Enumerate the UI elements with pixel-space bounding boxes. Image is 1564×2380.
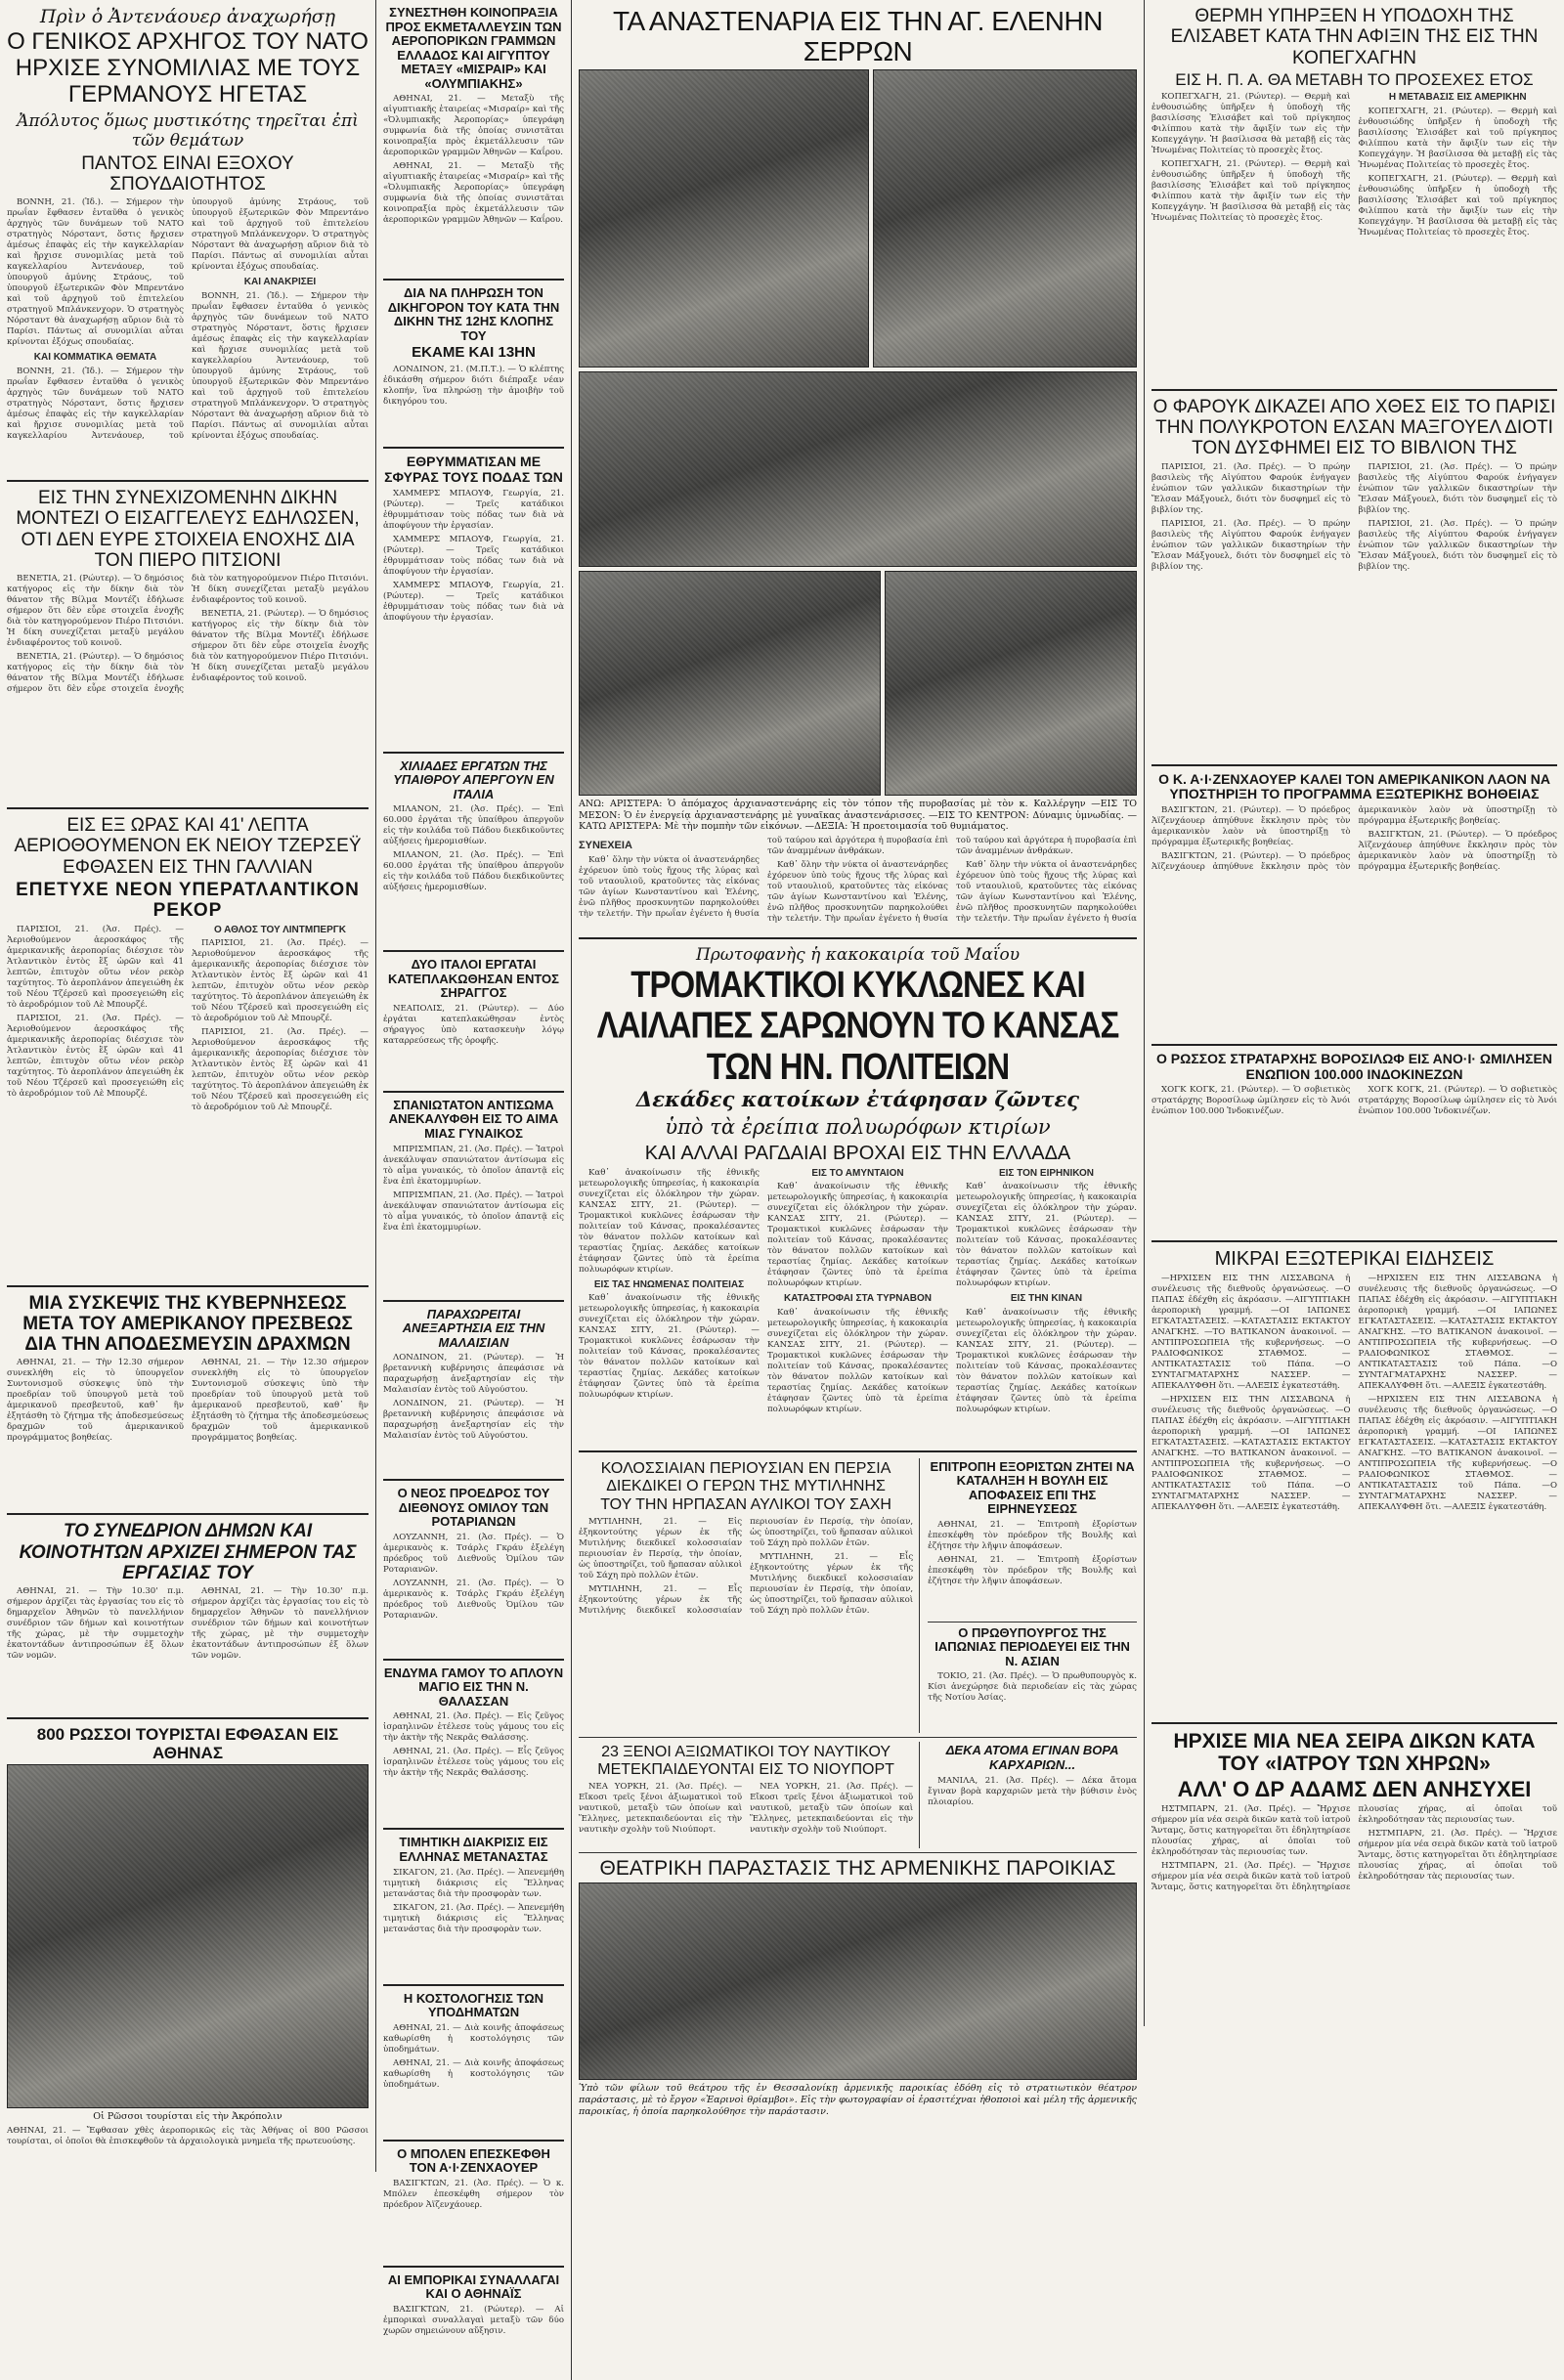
paragraph: ΚΟΠΕΓΧΑΓΗ, 21. (Ρώυτερ). — Θερμὴ καὶ ἐνθουσιώδης ὑπῆρξεν ἡ ὑποδοχὴ τῆς βασιλίσσης Ἐλισάβετ καὶ τοῦ πρίγκηπος Φιλίππου κατὰ τὴν ἄφιξίν των εἰς τὴν Κοπεγχάγην. Ἡ βασίλισσα θὰ μεταβῇ εἰς τὰς Ἡνωμένας Πολιτείας τὸ προσεχὲς ἔτος.: [1358, 106, 1557, 170]
section-heading: Ο ΑΘΛΟΣ ΤΟΥ ΛΙΝΤΜΠΕΡΓΚ: [213, 924, 346, 935]
photo-row-bottom: [579, 571, 1137, 796]
subheadline: ΤΟΥ ΤΗΝ ΗΡΠΑΣΑΝ ΑΥΛΙΚΟΙ ΤΟΥ ΣΑΧΗ: [600, 1496, 891, 1514]
headline: Ο ΜΠΟΛΕΝ ΕΠΕΣΚΕΦΘΗ ΤΟΝ Α·Ι·ΖΕΝΧΑΟΥΕΡ: [397, 2145, 550, 2176]
article-farouk: [1151, 397, 1557, 766]
paragraph: ΧΟΓΚ ΚΟΓΚ, 21. (Ρώυτερ). — Ὁ σοβιετικὸς στρατάρχης Βοροσίλωφ ὡμίλησεν εἰς τὸ Ἀνόι ἐνώπιον 100.000 Ἰνδοκινέζων.: [1358, 1085, 1557, 1117]
article-body: [928, 1776, 1137, 1830]
subheadline: ΕΠΕΤΥΧΕ ΝΕΟΝ ΥΠΕΡΑΤΛΑΝΤΙΚΟΝ ΡΕΚΟΡ: [16, 880, 360, 922]
headline: ΔΥΟ ΙΤΑΛΟΙ ΕΡΓΑΤΑΙ ΚΑΤΕΠΛΑΚΩΘΗΣΑΝ ΕΝΤΟΣ ΣΗΡΑΓΓΟΣ: [388, 957, 559, 1001]
paragraph: ΝΕΑΠΟΛΙΣ, 21. (Ρώυτερ). — Δύο ἐργάται κατεπλακώθησαν ἐντὸς σήραγγος ὑπὸ κατασκευὴν λόγῳ καταρρεύσεως τῆς ὀροφῆς.: [383, 1003, 564, 1046]
paragraph: ΜΥΤΙΛΗΝΗ, 21. — Εἷς ἐξηκοντούτης γέρων ἐκ τῆς Μυτιλήνης διεκδικεῖ κολοσσιαίαν περιουσίαν ἐν Περσίᾳ, τὴν ὁποίαν, ὡς ὑποστηρίζει, τοῦ ἥρπασαν αὐλικοὶ τοῦ Σάχη πρὸ πολλῶν ἐτῶν.: [579, 1517, 743, 1581]
paragraph: Καθ᾽ ἀνακοίνωσιν τῆς ἐθνικῆς μετεωρολογικῆς ὑπηρεσίας, ἡ κακοκαιρία συνεχίζεται εἰς ὁλόκληρον τὴν χώραν. ΚΑΝΣΑΣ ΣΙΤΥ, 21. (Ρώυτερ). — Τρομακτικοὶ κυκλῶνες ἐσάρωσαν τὴν πολιτείαν τοῦ Κάνσας, προκαλέσαντες τὸν θάνατον πολλῶν κατοίκων καὶ τεραστίας ζημίας. Δεκάδες κατοίκων ἐτάφησαν ζῶντες ὑπὸ τὰ ἐρείπια πολυωρόφων κτιρίων.: [956, 1308, 1137, 1415]
paragraph: ΠΑΡΙΣΙΟΙ, 21. (Ἀσ. Πρές). — Ἀεριοθούμενον ἀεροσκάφος τῆς ἀμερικανικῆς ἀεροπορίας διέσχισε τὸν Ἀτλαντικὸν ἐντὸς ἓξ ὡρῶν καὶ 41 λεπτῶν, ἐπιτυχὸν οὕτω νέον ρεκὸρ ταχύτητος. Τὸ ἀεροπλάνον ἀπεγειώθη ἐκ τοῦ Νέου Τζέρσεϋ καὶ προσεγειώθη εἰς τὸ ἀεροδρόμιον τοῦ Λὲ Μπουρζέ.: [192, 1027, 369, 1113]
headline: ΔΙΑ ΝΑ ΠΛΗΡΩΣΗ ΤΟΝ ΔΙΚΗΓΟΡΟΝ ΤΟΥ ΚΑΤΑ ΤΗΝ ΔΙΚΗΝ ΤΗΣ 12ΗΣ ΚΛΟΠΗΣ ΤΟΥ: [387, 285, 560, 343]
article-exiles: [928, 1460, 1137, 1618]
paragraph: ΑΘΗΝΑΙ, 21. — Τὴν 10.30' π.μ. σήμερον ἀρχίζει τὰς ἐργασίας του εἰς τὸ δημαρχεῖον Ἀθηνῶν τὸ πανελλήνιον συνέδριον τῶν δήμων καὶ κοινοτήτων τῆς χώρας, μὲ τὴν συμμετοχὴν ἑκατοντάδων ἀντιπροσώπων ἐξ ὅλων τῶν νομῶν.: [192, 1586, 369, 1662]
paragraph: ΒΕΝΕΤΙΑ, 21. (Ρώυτερ). — Ὁ δημόσιος κατήγορος εἰς τὴν δίκην διὰ τὸν θάνατον τῆς Βίλμα Μοντέζι ἐδήλωσε σήμερον ὅτι δὲν εὗρε στοιχεῖα ἐνοχῆς διὰ τὸν κατηγορούμενον Πιέρο Πιτσιόνι. Ἡ δίκη συνεχίζεται μεταξὺ μεγάλου ἐνδιαφέροντος τοῦ κοινοῦ.: [7, 574, 184, 649]
paragraph: ΒΕΝΕΤΙΑ, 21. (Ρώυτερ). — Ὁ δημόσιος κατήγορος εἰς τὴν δίκην διὰ τὸν θάνατον τῆς Βίλμα Μοντέζι ἐδήλωσε σήμερον ὅτι δὲν εὗρε στοιχεῖα ἐνοχῆς διὰ τὸν κατηγορούμενον Πιέρο Πιτσιόνι. Ἡ δίκη συνεχίζεται μεταξὺ μεγάλου ἐνδιαφέροντος τοῦ κοινοῦ.: [7, 574, 369, 695]
paragraph: ΑΘΗΝΑΙ, 21. — Διὰ κοινῆς ἀποφάσεως καθωρίσθη ἡ κοστολόγησις τῶν ὑποδημάτων.: [383, 2057, 564, 2090]
paragraph: ΑΘΗΝΑΙ, 21. — Τὴν 12.30 σήμερον συνεκλήθη εἰς τὸ ὑπουργεῖον Συντονισμοῦ σύσκεψις ὑπὸ τὴν προεδρίαν τοῦ ὑπουργοῦ μετὰ τοῦ ἀμερικανοῦ πρεσβευτοῦ, καθ᾽ ἣν ἐξητάσθη τὸ ζήτημα τῆς ἀποδεσμεύσεως δραχμῶν τοῦ ἀμερικανικοῦ προγράμματος βοηθείας.: [192, 1358, 369, 1444]
paragraph: ΗΣΤΜΠΑΡΝ, 21. (Ἀσ. Πρές). — Ἤρχισε σήμερον μία νέα σειρὰ δικῶν κατὰ τοῦ ἰατροῦ Ἄνταμς, ὅστις κατηγορεῖται ὅτι ἐδηλητηρίασε πλουσίας χήρας, αἱ ὁποῖαι τοῦ ἐκληροδότησαν τὰς περιουσίας των.: [1358, 1829, 1557, 1882]
paragraph: ΜΥΤΙΛΗΝΗ, 21. — Εἷς ἐξηκοντούτης γέρων ἐκ τῆς Μυτιλήνης διεκδικεῖ κολοσσιαίαν περιουσίαν ἐν Περσίᾳ, τὴν ὁποίαν, ὡς ὑποστηρίζει, τοῦ ἥρπασαν αὐλικοὶ τοῦ Σάχη πρὸ πολλῶν ἐτῶν.: [750, 1552, 914, 1617]
headline: ΕΙΣ ΤΗΝ ΣΥΝΕΧΙΖΟΜΕΝΗΝ ΔΙΚΗΝ ΜΟΝΤΕΖΙ Ο ΕΙΣΑΓΓΕΛΕΥΣ ΕΔΗΛΩΣΕΝ, ΟΤΙ ΔΕΝ ΕΥΡΕ ΣΤΟΙΧΕΙΑ ΕΝΟΧΗΣ ΔΙΑ ΤΟΝ ΠΙΕΡΟ ΠΙΤΣΙΟΝΙ: [16, 488, 360, 571]
paragraph: ΛΟΥΖΑΝΝΗ, 21. (Ἀσ. Πρές). — Ὁ ἀμερικανὸς κ. Τσάρλς Γκράυ ἐξελέγη πρόεδρος τοῦ Διεθνοῦς Ὁμίλου τῶν Ροταριανῶν.: [383, 1578, 564, 1621]
paragraph: ΑΘΗΝΑΙ, 21. (Ἀσ. Πρές). — Εἷς ζεῦγος ἰσραηλινῶν ἐτέλεσε τοὺς γάμους του εἰς τὴν ἀκτὴν τῆς Νεκρᾶς Θαλάσσης.: [383, 1747, 564, 1779]
article-brief-news: [1151, 1248, 1557, 1723]
paragraph: ΒΕΝΕΤΙΑ, 21. (Ρώυτερ). — Ὁ δημόσιος κατήγορος εἰς τὴν δίκην διὰ τὸν θάνατον τῆς Βίλμα Μοντέζι ἐδήλωσε σήμερον ὅτι δὲν εὗρε στοιχεῖα ἐνοχῆς διὰ τὸν κατηγορούμενον Πιέρο Πιτσιόνι. Ἡ δίκη συνεχίζεται μεταξὺ μεγάλου ἐνδιαφέροντος τοῦ κοινοῦ.: [192, 609, 369, 684]
article-body: [7, 197, 369, 471]
column-center: [572, 0, 1144, 2124]
paragraph: Καθ᾽ ἀνακοίνωσιν τῆς ἐθνικῆς μετεωρολογικῆς ὑπηρεσίας, ἡ κακοκαιρία συνεχίζεται εἰς ὁλόκληρον τὴν χώραν. ΚΑΝΣΑΣ ΣΙΤΥ, 21. (Ρώυτερ). — Τρομακτικοὶ κυκλῶνες ἐσάρωσαν τὴν πολιτείαν τοῦ Κάνσας, προκαλέσαντες τὸν θάνατον πολλῶν κατοίκων καὶ τεραστίας ζημίας. Δεκάδες κατοίκων ἐτάφησαν ζῶντες ὑπὸ τὰ ἐρείπια πολυωρόφων κτιρίων.: [579, 1167, 760, 1275]
paragraph: ΑΘΗΝΑΙ, 21. — Τὴν 12.30 σήμερον συνεκλήθη εἰς τὸ ὑπουργεῖον Συντονισμοῦ σύσκεψις ὑπὸ τὴν προεδρίαν τοῦ ὑπουργοῦ μετὰ τοῦ ἀμερικανοῦ πρεσβευτοῦ, καθ᾽ ἣν ἐξητάσθη τὸ ζήτημα τῆς ἀποδεσμεύσεως δραχμῶν τοῦ ἀμερικανικοῦ προγράμματος βοηθείας.: [7, 1358, 184, 1444]
headline: ΤΙΜΗΤΙΚΗ ΔΙΑΚΡΙΣΙΣ ΕΙΣ ΕΛΛΗΝΑΣ ΜΕΤΑΝΑΣΤΑΣ: [399, 1835, 548, 1864]
paragraph: ΗΣΤΜΠΑΡΝ, 21. (Ἀσ. Πρές). — Ἤρχισε σήμερον μία νέα σειρὰ δικῶν κατὰ τοῦ ἰατροῦ Ἄνταμς, ὅστις κατηγορεῖται ὅτι ἐδηλητηρίασε πλουσίας χήρας, αἱ ὁποῖαι τοῦ ἐκληροδότησαν τὰς περιουσίας των.: [1151, 1804, 1557, 1893]
headline: ΣΥΝΕΣΤΗΘΗ ΚΟΙΝΟΠΡΑΞΙΑ ΠΡΟΣ ΕΚΜΕΤΑΛΛΕΥΣΙΝ ΤΩΝ ΑΕΡΟΠΟΡΙΚΩΝ ΓΡΑΜΜΩΝ ΕΛΛΑΔΟΣ ΚΑΙ ΑΙΓΥΠΤΟΥ ΜΕΤΑΞΥ «ΜΙΣΡΑΙΡ» ΚΑΙ «ΟΛΥΜΠΙΑΚΗΣ»: [385, 5, 562, 91]
article-body: [383, 1004, 564, 1082]
photo-procession: [579, 371, 1137, 567]
article-body: [1151, 1274, 1557, 1713]
article-rotary: [383, 1487, 564, 1661]
paragraph: —ΗΡΧΙΣΕΝ ΕΙΣ ΤΗΝ ΛΙΣΣΑΒΩΝΑ ἡ συνέλευσις τῆς διεθνοῦς ὀργανώσεως. —Ο ΠΑΠΑΣ ἐδέχθη εἰς ἀκρόασιν. —ΑΙΓΥΠΤΙΑΚΗ ἀεροπορικὴ γραμμή. —ΟΙ ΙΑΠΩΝΕΣ ΕΓΚΑΤΑΣΤΑΣΕΙΣ. —ΚΑΤΑΣΤΑΣΙΣ ΕΚΤΑΚΤΟΥ ΑΝΑΓΚΗΣ. —ΤΟ ΒΑΤΙΚΑΝΟΝ ἀνακοινοῖ. —ΑΝΤΙΠΡΟΣΩΠΕΙΑ τῆς κυβερνήσεως. —Ο ΡΑΔΙΟΦΩΝΙΚΟΣ ΣΤΑΘΜΟΣ. —ΑΝΤΙΚΑΤΑΣΤΑΣΙΣ τοῦ Πάπα. —Ο ΣΥΝΤΑΓΜΑΤΑΡΧΗΣ ΝΑΣΣΕΡ. —ΑΠΕΚΑΛΥΦΘΗ ὅτι. —ΑΛΕΞΙΣ ἐγκατεστάθη.: [1151, 1273, 1351, 1391]
article-body: [579, 836, 1137, 929]
subheadline-caps: ΚΑΙ ΑΛΛΑΙ ΡΑΓΔΑΙΑΙ ΒΡΟΧΑΙ ΕΙΣ ΤΗΝ ΕΛΛΑΔΑ: [644, 1143, 1071, 1165]
article-antibody: [383, 1099, 564, 1302]
paragraph: ΑΘΗΝΑΙ, 21. — Ἐπιτροπὴ ἐξορίστων ἐπεσκέφθη τὸν πρόεδρον τῆς Βουλῆς καὶ ἐζήτησε τὴν λῆψιν ἀποφάσεων.: [928, 1554, 1137, 1586]
photo-theatre-troupe: [579, 1882, 1137, 2080]
article-russian-tourists: [7, 1725, 369, 2165]
column-narrow: [376, 0, 572, 2380]
article-nato: [7, 6, 369, 482]
article-naval-officers: [579, 1742, 920, 1848]
article-body: [383, 1353, 564, 1470]
headline: ΜΙΚΡΑΙ ΕΞΩΤΕΡΙΚΑΙ ΕΙΔΗΣΕΙΣ: [1214, 1248, 1495, 1271]
paragraph: ΒΑΣΙΓΚΤΩΝ, 21. (Ρώυτερ). — Ὁ πρόεδρος Ἀϊζενχάουερ ἀπηύθυνε ἔκκλησιν πρὸς τὸν ἀμερικανικὸν λαὸν νὰ ὑποστηρίξῃ τὸ πρόγραμμα ἐξωτερικῆς βοηθείας.: [1358, 829, 1557, 872]
row-lower-articles: [579, 1742, 1137, 1848]
headline: ΣΠΑΝΙΩΤΑΤΟΝ ΑΝΤΙΣΩΜΑ ΑΝΕΚΑΛΥΦΘΗ ΕΙΣ ΤΟ ΑΙΜΑ ΜΙΑΣ ΓΥΝΑΙΚΟΣ: [388, 1097, 559, 1141]
headline: ΘΕΑΤΡΙΚΗ ΠΑΡΑΣΤΑΣΙΣ ΤΗΣ ΑΡΜΕΝΙΚΗΣ ΠΑΡΟΙΚΙΑΣ: [599, 1857, 1116, 1881]
paragraph: ΠΑΡΙΣΙΟΙ, 21. (Ἀσ. Πρές). — Ἀεριοθούμενον ἀεροσκάφος τῆς ἀμερικανικῆς ἀεροπορίας διέσχισε τὸν Ἀτλαντικὸν ἐντὸς ἓξ ὡρῶν καὶ 41 λεπτῶν, ἐπιτυχὸν οὕτω νέον ρεκὸρ ταχύτητος. Τὸ ἀεροπλάνον ἀπεγειώθη ἐκ τοῦ Νέου Τζέρσεϋ καὶ προσεγειώθη εἰς τὸ ἀεροδρόμιον τοῦ Λὲ Μπουρζέ.: [7, 924, 184, 1010]
article-body: [7, 574, 369, 799]
photo-women-dancers: [873, 69, 1137, 368]
headline: ΑΙ ΕΜΠΟΡΙΚΑΙ ΣΥΝΑΛΛΑΓΑΙ ΚΑΙ Ο ΑΘΗΝΑΪΣ: [387, 2272, 560, 2302]
section-heading: ΕΙΣ ΤΑΣ ΗΝΩΜΕΝΑΣ ΠΟΛΙΤΕΙΑΣ: [593, 1278, 745, 1290]
article-body: [383, 2179, 564, 2257]
subheadline-caps: ΠΑΝΤΟΣ ΕΙΝΑΙ ΕΞΟΧΟΥ ΣΠΟΥΔΑΙΟΤΗΤΟΣ: [81, 152, 294, 195]
subheadline: ὑπὸ τὰ ἐρείπια πολυωρόφων κτιρίων: [665, 1115, 1051, 1140]
paragraph: ΒΟΝΝΗ, 21. (Ἰδ.). — Σήμερον τὴν πρωΐαν ἔφθασεν ἐνταῦθα ὁ γενικὸς ἀρχηγὸς τῶν δυνάμεων τοῦ ΝΑΤΟ στρατηγὸς Νόρσταντ, ὅστις ἤρχισεν ἀμέσως ἐπαφὰς εἰς τὴν καγκελλαρίαν καὶ ἤρχισε συνομιλίας μετὰ τοῦ καγκελλαρίου Ἀντενάουερ, τοῦ ὑπουργοῦ ἀμύνης Στράους, τοῦ ὑπουργοῦ ἐξωτερικῶν Φὸν Μπρεντάνο καὶ τοῦ ἀρχηγοῦ τοῦ ἐπιτελείου στρατηγοῦ Μπλάνκενχορν. Ὁ στρατηγὸς Νόρσταντ θὰ ἀναχωρήσῃ αὔριον διὰ τὸ Παρίσι. Πάντως αἱ συνομιλίαι αὗται κρίνονται ἐξόχως σπουδαίας.: [7, 197, 369, 441]
article-kansas-storms: [579, 945, 1137, 1451]
article-body: [579, 1517, 913, 1712]
paragraph: ΧΑΜΜΕΡΣ ΜΠΑΟΥΦ, Γεωργία, 21. (Ρώυτερ). — Τρεῖς κατάδικοι ἐθρυμμάτισαν τοὺς πόδας των διὰ νὰ ἀποφύγουν τὴν ἐργασίαν.: [383, 488, 564, 531]
headline: 800 ΡΩΣΣΟΙ ΤΟΥΡΙΣΤΑΙ ΕΦΘΑΣΑΝ ΕΙΣ ΑΘΗΝΑΣ: [36, 1725, 339, 1763]
photo-caption: ΑΝΩ: ΑΡΙΣΤΕΡΑ: Ὁ ἀπόμαχος ἀρχιαναστενάρης εἰς τὸν τόπον τῆς πυροβασίας μὲ τὸν κ. Καλλέργην —ΕΙΣ ΤΟ ΜΕΣΟΝ: Ὁ ἐν ἐνεργείᾳ ἀρχιαναστενάρης μὲ γυναῖκας ἀναστενάρισσες. —ΕΙΣ ΤΟ ΚΕΝΤΡΟΝ: Δύναμις ὑμνωδίας. —ΚΑΤΩ ΑΡΙΣΤΕΡΑ: Μὲ τὴν πομπὴν τῶν εἰκόνων. —ΔΕΞΙΑ: Ἡ προετοιμασία τοῦ θυμιάματος.: [579, 798, 1137, 833]
article-bohlen: [383, 2147, 564, 2268]
article-body: [579, 1168, 1137, 1442]
article-immigrants: [383, 1836, 564, 1985]
section-heading: ΚΑΙ ΚΟΜΜΑΤΙΚΑ ΘΕΜΑΤΑ: [33, 352, 157, 364]
paragraph: Καθ᾽ ἀνακοίνωσιν τῆς ἐθνικῆς μετεωρολογικῆς ὑπηρεσίας, ἡ κακοκαιρία συνεχίζεται εἰς ὁλόκληρον τὴν χώραν. ΚΑΝΣΑΣ ΣΙΤΥ, 21. (Ρώυτερ). — Τρομακτικοὶ κυκλῶνες ἐσάρωσαν τὴν πολιτείαν τοῦ Κάνσας, προκαλέσαντες τὸν θάνατον πολλῶν κατοίκων καὶ τεραστίας ζημίας. Δεκάδες κατοίκων ἐτάφησαν ζῶντες ὑπὸ τὰ ἐρείπια πολυωρόφων κτιρίων.: [579, 1293, 760, 1401]
headline: Ο ΠΡΩΘΥΠΟΥΡΓΟΣ ΤΗΣ ΙΑΠΩΝΙΑΣ ΠΕΡΙΟΔΕΥΕΙ ΕΙΣ ΤΗΝ Ν. ΑΣΙΑΝ: [934, 1624, 1130, 1668]
article-body: [383, 1868, 564, 1975]
article-japan-pm: [928, 1626, 1137, 1731]
paragraph: ΜΠΡΙΣΜΠΑΝ, 21. (Ἀσ. Πρές). — Ἰατροὶ ἀνεκάλυψαν σπανιώτατον ἀντίσωμα εἰς τὸ αἷμα γυναικός, τὸ ὁποῖον ἀπαντᾷ εἰς ἕνα ἐπὶ ἑκατομμυρίων.: [383, 1144, 564, 1187]
paragraph: ΣΙΚΑΓΟΝ, 21. (Ἀσ. Πρές). — Ἀπενεμήθη τιμητικὴ διάκρισις εἰς Ἕλληνας μετανάστας διὰ τὴν προσφορὰν των.: [383, 1867, 564, 1899]
headline: ΗΡΧΙΣΕ ΜΙΑ ΝΕΑ ΣΕΙΡΑ ΔΙΚΩΝ ΚΑΤΑ ΤΟΥ «ΙΑΤΡΟΥ ΤΩΝ ΧΗΡΩΝ»: [1173, 1729, 1536, 1776]
section-heading: ΕΙΣ ΤΗΝ ΚΙΝΑΝ: [1010, 1293, 1083, 1305]
paragraph: Καθ᾽ ὅλην τὴν νύκτα οἱ ἀναστενάρηδες ἐχόρευον ὑπὸ τοὺς ἤχους τῆς λύρας καὶ τοῦ νταουλιοῦ, κρατοῦντες τὰς εἰκόνας τῶν ἁγίων Κωνσταντίνου καὶ Ἑλένης, ἐνῶ πλῆθος προσκυνητῶν παρηκολούθει τὴν τελετήν. Τὴν πρωΐαν ἐγένετο ἡ θυσία τοῦ ταύρου καὶ ἀργότερα ἡ πυροβασία ἐπὶ τῶν ἀναμμένων ἀνθράκων.: [767, 836, 1137, 925]
article-body: [383, 1533, 564, 1650]
column-right: [1144, 0, 1564, 2026]
article-italy-strike: [383, 759, 564, 953]
article-sharks: [928, 1742, 1137, 1848]
continuation-label: ΣΥΝΕΧΕΙΑ: [579, 840, 632, 852]
article-body: [1151, 1085, 1557, 1232]
article-body: [383, 365, 564, 438]
paragraph: ΑΘΗΝΑΙ, 21. — Ἐπιτροπὴ ἐξορίστων ἐπεσκέφθη τὸν πρόεδρον τῆς Βουλῆς καὶ ἐζήτησε τὴν λῆψιν ἀποφάσεων.: [928, 1519, 1137, 1551]
paragraph: ΠΑΡΙΣΙΟΙ, 21. (Ἀσ. Πρές). — Ἀεριοθούμενον ἀεροσκάφος τῆς ἀμερικανικῆς ἀεροπορίας διέσχισε τὸν Ἀτλαντικὸν ἐντὸς ἓξ ὡρῶν καὶ 41 λεπτῶν, ἐπιτυχὸν οὕτω νέον ρεκὸρ ταχύτητος. Τὸ ἀεροπλάνον ἀπεγειώθη ἐκ τοῦ Νέου Τζέρσεϋ καὶ προσεγειώθη εἰς τὸ ἀεροδρόμιον τοῦ Λὲ Μπουρζέ.: [192, 938, 369, 1024]
headline: ΧΙΛΙΑΔΕΣ ΕΡΓΑΤΩΝ ΤΗΣ ΥΠΑΙΘΡΟΥ ΑΠΕΡΓΟΥΝ ΕΝ ΙΤΑΛΙΑ: [393, 757, 554, 801]
subheadline: ΕΙΣ Η. Π. Α. ΘΑ ΜΕΤΑΒΗ ΤΟ ΠΡΟΣΕΧΕΣ ΕΤΟΣ: [1175, 69, 1534, 89]
paragraph: ΚΟΠΕΓΧΑΓΗ, 21. (Ρώυτερ). — Θερμὴ καὶ ἐνθουσιώδης ὑπῆρξεν ἡ ὑποδοχὴ τῆς βασιλίσσης Ἐλισάβετ καὶ τοῦ πρίγκηπος Φιλίππου κατὰ τὴν ἄφιξίν των εἰς τὴν Κοπεγχάγην. Ἡ βασίλισσα θὰ μεταβῇ εἰς τὰς Ἡνωμένας Πολιτείας τὸ προσεχὲς ἔτος.: [1151, 91, 1351, 155]
paragraph: ΗΣΤΜΠΑΡΝ, 21. (Ἀσ. Πρές). — Ἤρχισε σήμερον μία νέα σειρὰ δικῶν κατὰ τοῦ ἰατροῦ Ἄνταμς, ὅστις κατηγορεῖται ὅτι ἐδηλητηρίασε πλουσίας χήρας, αἱ ὁποῖαι τοῦ ἐκληροδότησαν τὰς περιουσίας των.: [1151, 1804, 1351, 1858]
article-body: [1151, 805, 1557, 1035]
article-tunnel: [383, 958, 564, 1093]
section-heading: ΕΙΣ ΤΟΝ ΕΙΡΗΝΙΚΟΝ: [998, 1167, 1095, 1179]
headline: ΕΙΣ ΕΞ ΩΡΑΣ ΚΑΙ 41' ΛΕΠΤΑ ΑΕΡΙΟΘΟΥΜΕΝΟΝ ΕΚ ΝΕΙΟΥ ΤΖΕΡΣΕΫ ΕΦΘΑΣΕΝ ΕΙΣ ΤΗΝ ΓΑΛΛΙΑΝ: [14, 815, 362, 878]
paragraph: ΜΙΛΑΝΟΝ, 21. (Ἀσ. Πρές). — Ἐπὶ 60.000 ἐργάται τῆς ὑπαίθρου ἀπεργοῦν εἰς τὴν κοιλάδα τοῦ Πάδου διεκδικοῦντες αὐξήσεις ἡμερομισθίων.: [383, 804, 564, 847]
article-body: [383, 489, 564, 743]
article-body: [383, 804, 564, 941]
article-body: [928, 1520, 1137, 1618]
section-heading: Η ΜΕΤΑΒΑΣΙΣ ΕΙΣ ΑΜΕΡΙΚΗΝ: [1388, 91, 1527, 103]
article-dr-adams: [1151, 1730, 1557, 2020]
headline: ΠΑΡΑΧΩΡΕΙΤΑΙ ΑΝΕΞΑΡΤΗΣΙΑ ΕΙΣ ΤΗΝ ΜΑΛΑΙΣΙΑΝ: [402, 1306, 545, 1350]
paragraph: Καθ᾽ ὅλην τὴν νύκτα οἱ ἀναστενάρηδες ἐχόρευον ὑπὸ τοὺς ἤχους τῆς λύρας καὶ τοῦ νταουλιοῦ, κρατοῦντες τὰς εἰκόνας τῶν ἁγίων Κωνσταντίνου καὶ Ἑλένης, ἐνῶ πλῆθος προσκυνητῶν παρηκολούθει τὴν τελετήν. Τὴν πρωΐαν ἐγένετο ἡ θυσία τοῦ ταύρου καὶ ἀργότερα ἡ πυροβασία ἐπὶ τῶν ἀναμμένων ἀνθράκων.: [579, 836, 948, 920]
paragraph: ΑΘΗΝΑΙ, 21. — Μεταξὺ τῆς αἰγυπτιακῆς ἑταιρείας «Μισραίρ» καὶ τῆς «Ὀλυμπιακῆς Ἀεροπορίας» ὑπεγράφη συμφωνία διὰ τῆς ὁποίας συνιστᾶται κοινοπραξία πρὸς ἐκμετάλλευσιν τῶν ἀεροπορικῶν γραμμῶν Ἀθηνῶν — Καΐρου.: [383, 94, 564, 158]
paragraph: ΜΙΛΑΝΟΝ, 21. (Ἀσ. Πρές). — Ἐπὶ 60.000 ἐργάται τῆς ὑπαίθρου ἀπεργοῦν εἰς τὴν κοιλάδα τοῦ Πάδου διεκδικοῦντες αὐξήσεις ἡμερομισθίων.: [383, 850, 564, 893]
paragraph: ΚΟΠΕΓΧΑΓΗ, 21. (Ρώυτερ). — Θερμὴ καὶ ἐνθουσιώδης ὑπῆρξεν ἡ ὑποδοχὴ τῆς βασιλίσσης Ἐλισάβετ καὶ τοῦ πρίγκηπος Φιλίππου κατὰ τὴν ἄφιξίν των εἰς τὴν Κοπεγχάγην. Ἡ βασίλισσα θὰ μεταβῇ εἰς τὰς Ἡνωμένας Πολιτείας τὸ προσεχὲς ἔτος.: [1151, 158, 1351, 223]
photo-icons: [579, 571, 881, 796]
photo-row-top: [579, 69, 1137, 368]
paragraph: ΒΟΝΝΗ, 21. (Ἰδ.). — Σήμερον τὴν πρωΐαν ἔφθασεν ἐνταῦθα ὁ γενικὸς ἀρχηγὸς τῶν δυνάμεων τοῦ ΝΑΤΟ στρατηγὸς Νόρσταντ, ὅστις ἤρχισεν ἀμέσως ἐπαφὰς εἰς τὴν καγκελλαρίαν καὶ ἤρχισε συνομιλίας μετὰ τοῦ καγκελλαρίου Ἀντενάουερ, τοῦ ὑπουργοῦ ἀμύνης Στράους, τοῦ ὑπουργοῦ ἐξωτερικῶν Φὸν Μπρεντάνο καὶ τοῦ ἀρχηγοῦ τοῦ ἐπιτελείου στρατηγοῦ Μπλάνκενχορν. Ὁ στρατηγὸς Νόρσταντ θὰ ἀναχωρήσῃ αὔριον διὰ τὸ Παρίσι. Πάντως αἱ συνομιλίαι αὗται κρίνονται ἐξόχως σπουδαίας.: [192, 290, 369, 441]
paragraph: Καθ᾽ ἀνακοίνωσιν τῆς ἐθνικῆς μετεωρολογικῆς ὑπηρεσίας, ἡ κακοκαιρία συνεχίζεται εἰς ὁλόκληρον τὴν χώραν. ΚΑΝΣΑΣ ΣΙΤΥ, 21. (Ρώυτερ). — Τρομακτικοὶ κυκλῶνες ἐσάρωσαν τὴν πολιτείαν τοῦ Κάνσας, προκαλέσαντες τὸν θάνατον πολλῶν κατοίκων καὶ τεραστίας ζημίας. Δεκάδες κατοίκων ἐτάφησαν ζῶντες ὑπὸ τὰ ἐρείπια πολυωρόφων κτιρίων.: [956, 1182, 1137, 1289]
headline: ΔΕΚΑ ΑΤΟΜΑ ΕΓΙΝΑΝ ΒΟΡΑ ΚΑΡΧΑΡΙΩΝ...: [945, 1743, 1119, 1772]
paragraph: ΑΘΗΝΑΙ, 21. — Διὰ κοινῆς ἀποφάσεως καθωρίσθη ἡ κοστολόγησις τῶν ὑποδημάτων.: [383, 2022, 564, 2055]
paragraph: ΠΑΡΙΣΙΟΙ, 21. (Ἀσ. Πρές). — Ὁ πρώην βασιλεὺς τῆς Αἰγύπτου Φαρούκ ἐνήγαγεν ἐνώπιον τῶν γαλλικῶν δικαστηρίων τὴν Ἔλσαν Μάξγουελ, διότι τὸν δυσφημεῖ εἰς τὸ βιβλίον της.: [1358, 461, 1557, 515]
article-government-meeting: [7, 1293, 369, 1516]
section-heading: ΚΑΤΑΣΤΡΟΦΑΙ ΣΤΑ ΤΥΡΝΑΒΟΝ: [784, 1293, 932, 1305]
paragraph: ΧΑΜΜΕΡΣ ΜΠΑΟΥΦ, Γεωργία, 21. (Ρώυτερ). — Τρεῖς κατάδικοι ἐθρυμμάτισαν τοὺς πόδας των διὰ νὰ ἀποφύγουν τὴν ἐργασίαν.: [383, 580, 564, 623]
kicker: Πρὶν ὁ Ἀντενάουερ ἀναχωρήσῃ: [39, 6, 336, 27]
paragraph: Καθ᾽ ἀνακοίνωσιν τῆς ἐθνικῆς μετεωρολογικῆς ὑπηρεσίας, ἡ κακοκαιρία συνεχίζεται εἰς ὁλόκληρον τὴν χώραν. ΚΑΝΣΑΣ ΣΙΤΥ, 21. (Ρώυτερ). — Τρομακτικοὶ κυκλῶνες ἐσάρωσαν τὴν πολιτείαν τοῦ Κάνσας, προκαλέσαντες τὸν θάνατον πολλῶν κατοίκων καὶ τεραστίας ζημίας. Δεκάδες κατοίκων ἐτάφησαν ζῶντες ὑπὸ τὰ ἐρείπια πολυωρόφων κτιρίων.: [767, 1182, 948, 1289]
paragraph: —ΗΡΧΙΣΕΝ ΕΙΣ ΤΗΝ ΛΙΣΣΑΒΩΝΑ ἡ συνέλευσις τῆς διεθνοῦς ὀργανώσεως. —Ο ΠΑΠΑΣ ἐδέχθη εἰς ἀκρόασιν. —ΑΙΓΥΠΤΙΑΚΗ ἀεροπορικὴ γραμμή. —ΟΙ ΙΑΠΩΝΕΣ ΕΓΚΑΤΑΣΤΑΣΕΙΣ. —ΚΑΤΑΣΤΑΣΙΣ ΕΚΤΑΚΤΟΥ ΑΝΑΓΚΗΣ. —ΤΟ ΒΑΤΙΚΑΝΟΝ ἀνακοινοῖ. —ΑΝΤΙΠΡΟΣΩΠΕΙΑ τῆς κυβερνήσεως. —Ο ΡΑΔΙΟΦΩΝΙΚΟΣ ΣΤΑΘΜΟΣ. —ΑΝΤΙΚΑΤΑΣΤΑΣΙΣ τοῦ Πάπα. —Ο ΣΥΝΤΑΓΜΑΤΑΡΧΗΣ ΝΑΣΣΕΡ. —ΑΠΕΚΑΛΥΦΘΗ ὅτι. —ΑΛΕΞΙΣ ἐγκατεστάθη.: [1358, 1394, 1557, 1512]
article-jet-record: [7, 815, 369, 1286]
paragraph: ΣΙΚΑΓΟΝ, 21. (Ἀσ. Πρές). — Ἀπενεμήθη τιμητικὴ διάκρισις εἰς Ἕλληνας μετανάστας διὰ τὴν προσφορὰν των.: [383, 1902, 564, 1934]
paragraph: ΠΑΡΙΣΙΟΙ, 21. (Ἀσ. Πρές). — Ὁ πρώην βασιλεὺς τῆς Αἰγύπτου Φαρούκ ἐνήγαγεν ἐνώπιον τῶν γαλλικῶν δικαστηρίων τὴν Ἔλσαν Μάξγουελ, διότι τὸν δυσφημεῖ εἰς τὸ βιβλίον της.: [1151, 518, 1351, 572]
headline: 23 ΞΕΝΟΙ ΑΞΙΩΜΑΤΙΚΟΙ ΤΟΥ ΝΑΥΤΙΚΟΥ ΜΕΤΕΚΠΑΙΔΕΥΟΝΤΑΙ ΕΙΣ ΤΟ ΝΙΟΥΠΟΡΤ: [597, 1744, 894, 1779]
article-body: [383, 1145, 564, 1291]
article-eisenhower-aid: [1151, 772, 1557, 1046]
photo-row-mid: [579, 371, 1137, 567]
article-body: [383, 2023, 564, 2131]
paragraph: ΝΕΑ ΥΟΡΚΗ, 21. (Ἀσ. Πρές). — Εἴκοσι τρεῖς ξένοι ἀξιωματικοὶ τοῦ ναυτικοῦ, μεταξὺ τῶν ὁποίων καὶ Ἕλληνες, μετεκπαιδεύονται εἰς τὴν ναυτικὴν σχολὴν τοῦ Νιούπορτ.: [750, 1782, 914, 1836]
article-body: [579, 1782, 913, 1845]
photo-caption: Οἱ Ρῶσσοι τουρίσται εἰς τὴν Ἀκρόπολιν: [93, 2111, 282, 2123]
paragraph: ΑΘΗΝΑΙ, 21. (Ἀσ. Πρές). — Εἷς ζεῦγος ἰσραηλινῶν ἐτέλεσε τοὺς γάμους του εἰς τὴν ἀκτὴν τῆς Νεκρᾶς Θαλάσσης.: [383, 1711, 564, 1744]
article-body: [1151, 1804, 1557, 2019]
paragraph: ΒΟΝΝΗ, 21. (Ἰδ.). — Σήμερον τὴν πρωΐαν ἔφθασεν ἐνταῦθα ὁ γενικὸς ἀρχηγὸς τῶν δυνάμεων τοῦ ΝΑΤΟ στρατηγὸς Νόρσταντ, ὅστις ἤρχισεν ἀμέσως ἐπαφὰς εἰς τὴν καγκελλαρίαν καὶ ἤρχισε συνομιλίας μετὰ τοῦ καγκελλαρίου Ἀντενάουερ, τοῦ ὑπουργοῦ ἀμύνης Στράους, τοῦ ὑπουργοῦ ἐξωτερικῶν Φὸν Μπρεντάνο καὶ τοῦ ἀρχηγοῦ τοῦ ἐπιτελείου στρατηγοῦ Μπλάνκενχορν. Ὁ στρατηγὸς Νόρσταντ θὰ ἀναχωρήσῃ αὔριον διὰ τὸ Παρίσι. Πάντως αἱ συνομιλίαι αὗται κρίνονται ἐξόχως σπουδαίας.: [7, 197, 184, 348]
paragraph: ΜΥΤΙΛΗΝΗ, 21. — Εἷς ἐξηκοντούτης γέρων ἐκ τῆς Μυτιλήνης διεκδικεῖ κολοσσιαίαν περιουσίαν ἐν Περσίᾳ, τὴν ὁποίαν, ὡς ὑποστηρίζει, τοῦ ἥρπασαν αὐλικοὶ τοῦ Σάχη πρὸ πολλῶν ἐτῶν.: [579, 1517, 914, 1617]
paragraph: ΛΟΝΔΙΝΟΝ, 21. (Ρώυτερ). — Ἡ βρεταννικὴ κυβέρνησις ἀπεφάσισε νὰ παραχωρήσῃ ἀνεξαρτησίαν εἰς τὴν Μαλαισίαν ἐντὸς τοῦ Αὐγούστου.: [383, 1353, 564, 1396]
article-lawyer-theft: [383, 286, 564, 449]
paragraph: ΜΑΝΙΛΑ, 21. (Ἀσ. Πρές). — Δέκα ἄτομα ἔγιναν βορὰ καρχαριῶν μετὰ τὴν βύθισιν ἑνὸς πλοιαρίου.: [928, 1775, 1137, 1807]
headline: ΤΑ ΑΝΑΣΤΕΝΑΡΙΑ ΕΙΣ ΤΗΝ ΑΓ. ΕΛΕΝΗΝ ΣΕΡΡΩΝ: [613, 6, 1103, 67]
article-armenian-theatre: [579, 1857, 1137, 2117]
article-voroshilov: [1151, 1052, 1557, 1242]
article-body: [928, 1671, 1137, 1730]
headline: ΕΘΡΥΜΜΑΤΙΣΑΝ ΜΕ ΣΦΥΡΑΣ ΤΟΥΣ ΠΟΔΑΣ ΤΩΝ: [384, 454, 563, 485]
headline: Ο ΦΑΡΟΥΚ ΔΙΚΑΖΕΙ ΑΠΟ ΧΘΕΣ ΕΙΣ ΤΟ ΠΑΡΙΣΙ ΤΗΝ ΠΟΛΥΚΡΟΤΟΝ ΕΛΣΑΝ ΜΑΞΓΟΥΕΛ ΔΙΟΤΙ ΤΟΝ ΔΥΣΦΗΜΕΙ ΕΙΣ ΤΟ ΒΙΒΛΙΟΝ ΤΗΣ: [1152, 396, 1556, 459]
paragraph: ΒΑΣΙΓΚΤΩΝ, 21. (Ρώυτερ). — Αἱ ἐμπορικαὶ συναλλαγαὶ μεταξὺ τῶν δύο χωρῶν σημειώνουν αὔξησιν.: [383, 2304, 564, 2336]
article-anastenaria: [579, 6, 1137, 939]
article-hammers: [383, 454, 564, 753]
paragraph: ΠΑΡΙΣΙΟΙ, 21. (Ἀσ. Πρές). — Ἀεριοθούμενον ἀεροσκάφος τῆς ἀμερικανικῆς ἀεροπορίας διέσχισε τὸν Ἀτλαντικὸν ἐντὸς ἓξ ὡρῶν καὶ 41 λεπτῶν, ἐπιτυχὸν οὕτω νέον ρεκὸρ ταχύτητος. Τὸ ἀεροπλάνον ἀπεγειώθη ἐκ τοῦ Νέου Τζέρσεϋ καὶ προσεγειώθη εἰς τὸ ἀεροδρόμιον τοῦ Λὲ Μπουρζέ.: [7, 1013, 184, 1099]
paragraph: ΤΟΚΙΟ, 21. (Ἀσ. Πρές). — Ὁ πρωθυπουργὸς κ. Κίσι ἀνεχώρησε διὰ περιοδείαν εἰς τὰς χώρας τῆς Νοτίου Ἀσίας.: [928, 1671, 1137, 1704]
subheadline: ΕΚΑΜΕ ΚΑΙ 13ΗΝ: [412, 344, 536, 362]
paragraph: ΜΠΡΙΣΜΠΑΝ, 21. (Ἀσ. Πρές). — Ἰατροὶ ἀνεκάλυψαν σπανιώτατον ἀντίσωμα εἰς τὸ αἷμα γυναικός, τὸ ὁποῖον ἀπαντᾷ εἰς ἕνα ἐπὶ ἑκατομμυρίων.: [383, 1190, 564, 1233]
article-body: [1151, 462, 1557, 756]
headline: Ο ΝΕΟΣ ΠΡΟΕΔΡΟΣ ΤΟΥ ΔΙΕΘΝΟΥΣ ΟΜΙΛΟΥ ΤΩΝ ΡΟΤΑΡΙΑΝΩΝ: [397, 1486, 550, 1530]
article-elizabeth: [1151, 6, 1557, 391]
column-left: [0, 0, 376, 2172]
paragraph: —ΗΡΧΙΣΕΝ ΕΙΣ ΤΗΝ ΛΙΣΣΑΒΩΝΑ ἡ συνέλευσις τῆς διεθνοῦς ὀργανώσεως. —Ο ΠΑΠΑΣ ἐδέχθη εἰς ἀκρόασιν. —ΑΙΓΥΠΤΙΑΚΗ ἀεροπορικὴ γραμμή. —ΟΙ ΙΑΠΩΝΕΣ ΕΓΚΑΤΑΣΤΑΣΕΙΣ. —ΚΑΤΑΣΤΑΣΙΣ ΕΚΤΑΚΤΟΥ ΑΝΑΓΚΗΣ. —ΤΟ ΒΑΤΙΚΑΝΟΝ ἀνακοινοῖ. —ΑΝΤΙΠΡΟΣΩΠΕΙΑ τῆς κυβερνήσεως. —Ο ΡΑΔΙΟΦΩΝΙΚΟΣ ΣΤΑΘΜΟΣ. —ΑΝΤΙΚΑΤΑΣΤΑΣΙΣ τοῦ Πάπα. —Ο ΣΥΝΤΑΓΜΑΤΑΡΧΗΣ ΝΑΣΣΕΡ. —ΑΠΕΚΑΛΥΦΘΗ ὅτι. —ΑΛΕΞΙΣ ἐγκατεστάθη.: [1358, 1273, 1557, 1391]
article-wedding: [383, 1666, 564, 1831]
headline: ΚΟΛΟΣΣΙΑΙΑΝ ΠΕΡΙΟΥΣΙΑΝ ΕΝ ΠΕΡΣΙΑ ΔΙΕΚΔΙΚΕΙ Ο ΓΕΡΩΝ ΤΗΣ ΜΥΤΙΛΗΝΗΣ: [600, 1459, 891, 1494]
col-right-mid: [928, 1458, 1137, 1734]
photo-incense: [885, 571, 1137, 796]
paragraph: ΒΑΣΙΓΚΤΩΝ, 21. (Ρώυτερ). — Ὁ πρόεδρος Ἀϊζενχάουερ ἀπηύθυνε ἔκκλησιν πρὸς τὸν ἀμερικανικὸν λαὸν νὰ ὑποστηρίξῃ τὸ πρόγραμμα ἐξωτερικῆς βοηθείας.: [1151, 804, 1557, 872]
paragraph: ΝΕΑ ΥΟΡΚΗ, 21. (Ἀσ. Πρές). — Εἴκοσι τρεῖς ξένοι ἀξιωματικοὶ τοῦ ναυτικοῦ, μεταξὺ τῶν ὁποίων καὶ Ἕλληνες, μετεκπαιδεύονται εἰς τὴν ναυτικὴν σχολὴν τοῦ Νιούπορτ.: [579, 1782, 743, 1836]
headline: Ο Κ. Α·Ι·ΖΕΝΧΑΟΥΕΡ ΚΑΛΕΙ ΤΟΝ ΑΜΕΡΙΚΑΝΙΚΟΝ ΛΑΟΝ ΝΑ ΥΠΟΣΤΗΡΙΞΗ ΤΟ ΠΡΟΓΡΑΜΜΑ ΕΞΩΤΕΡΙΚΗΣ ΒΟΗΘΕΙΑΣ: [1158, 770, 1550, 802]
paragraph: ΒΑΣΙΓΚΤΩΝ, 21. (Ἀσ. Πρές). — Ὁ κ. Μπόλεν ἐπεσκέφθη σήμερον τὸν πρόεδρον Ἀϊζενχάουερ.: [383, 2178, 564, 2210]
article-montezi: [7, 488, 369, 809]
subheadline: Ἀπόλυτος ὅμως μυστικότης τηρεῖται ἐπὶ τῶν θεμάτων: [17, 110, 359, 151]
headline: ΤΡΟΜΑΚΤΙΚΟΙ ΚΥΚΛΩΝΕΣ ΚΑΙ ΛΑΙΛΑΠΕΣ ΣΑΡΩΝΟΥΝ ΤΟ ΚΑΝΣΑΣ ΤΩΝ ΗΝ. ΠΟΛΙΤΕΙΩΝ: [596, 964, 1119, 1088]
headline: Η ΚΟΣΤΟΛΟΓΗΣΙΣ ΤΩΝ ΥΠΟΔΗΜΑΤΩΝ: [403, 1990, 544, 2020]
headline: ΕΠΙΤΡΟΠΗ ΕΞΟΡΙΣΤΩΝ ΖΗΤΕΙ ΝΑ ΚΑΤΑΛΗΞΗ Η ΒΟΥΛΗ ΕΙΣ ΑΠΟΦΑΣΕΙΣ ΕΠΙ ΤΗΣ ΕΙΡΗΝΕΥΣΕΩΣ: [930, 1458, 1135, 1517]
headline: ΕΝΔΥΜΑ ΓΑΜΟΥ ΤΟ ΑΠΛΟΥΝ ΜΑΓΙΟ ΕΙΣ ΤΗΝ Ν. ΘΑΛΑΣΣΑΝ: [383, 1665, 564, 1709]
article-body: [7, 1586, 369, 1709]
article-body: [1151, 92, 1557, 380]
paragraph: ΑΘΗΝΑΙ, 21. — Μεταξὺ τῆς αἰγυπτιακῆς ἑταιρείας «Μισραίρ» καὶ τῆς «Ὀλυμπιακῆς Ἀεροπορίας» ὑπεγράφη συμφωνία διὰ τῆς ὁποίας συνιστᾶται κοινοπραξία πρὸς ἐκμετάλλευσιν τῶν ἀεροπορικῶν γραμμῶν Ἀθηνῶν — Καΐρου.: [383, 161, 564, 226]
paragraph: ΧΑΜΜΕΡΣ ΜΠΑΟΥΦ, Γεωργία, 21. (Ρώυτερ). — Τρεῖς κατάδικοι ἐθρυμμάτισαν τοὺς πόδας των διὰ νὰ ἀποφύγουν τὴν ἐργασίαν.: [383, 534, 564, 577]
article-trade: [383, 2273, 564, 2373]
section-heading: ΚΑΙ ΑΝΑΚΡΙΣΕΙ: [243, 277, 317, 288]
article-shoes: [383, 1992, 564, 2142]
photo-acropolis-tourists: [7, 1764, 369, 2108]
headline: ΘΕΡΜΗ ΥΠΗΡΞΕΝ Η ΥΠΟΔΟΧΗ ΤΗΣ ΕΛΙΣΑΒΕΤ ΚΑΤΑ ΤΗΝ ΑΦΙΞΙΝ ΤΗΣ ΕΙΣ ΤΗΝ ΚΟΠΕΓΧΑΓΗΝ: [1170, 6, 1539, 68]
paragraph: ΠΑΡΙΣΙΟΙ, 21. (Ἀσ. Πρές). — Ὁ πρώην βασιλεὺς τῆς Αἰγύπτου Φαρούκ ἐνήγαγεν ἐνώπιον τῶν γαλλικῶν δικαστηρίων τὴν Ἔλσαν Μάξγουελ, διότι τὸν δυσφημεῖ εἰς τὸ βιβλίον της.: [1358, 518, 1557, 572]
article-municipal-congress: [7, 1521, 369, 1719]
paragraph: —ΗΡΧΙΣΕΝ ΕΙΣ ΤΗΝ ΛΙΣΣΑΒΩΝΑ ἡ συνέλευσις τῆς διεθνοῦς ὀργανώσεως. —Ο ΠΑΠΑΣ ἐδέχθη εἰς ἀκρόασιν. —ΑΙΓΥΠΤΙΑΚΗ ἀεροπορικὴ γραμμή. —ΟΙ ΙΑΠΩΝΕΣ ΕΓΚΑΤΑΣΤΑΣΕΙΣ. —ΚΑΤΑΣΤΑΣΙΣ ΕΚΤΑΚΤΟΥ ΑΝΑΓΚΗΣ. —ΤΟ ΒΑΤΙΚΑΝΟΝ ἀνακοινοῖ. —ΑΝΤΙΠΡΟΣΩΠΕΙΑ τῆς κυβερνήσεως. —Ο ΡΑΔΙΟΦΩΝΙΚΟΣ ΣΤΑΘΜΟΣ. —ΑΝΤΙΚΑΤΑΣΤΑΣΙΣ τοῦ Πάπα. —Ο ΣΥΝΤΑΓΜΑΤΑΡΧΗΣ ΝΑΣΣΕΡ. —ΑΠΕΚΑΛΥΦΘΗ ὅτι. —ΑΛΕΞΙΣ ἐγκατεστάθη.: [1151, 1394, 1351, 1512]
paragraph: ΛΟΥΖΑΝΝΗ, 21. (Ἀσ. Πρές). — Ὁ ἀμερικανὸς κ. Τσάρλς Γκράυ ἐξελέγη πρόεδρος τοῦ Διεθνοῦς Ὁμίλου τῶν Ροταριανῶν.: [383, 1532, 564, 1575]
article-body: [383, 2305, 564, 2373]
kicker: Πρωτοφανὴς ἡ κακοκαιρία τοῦ Μαΐου: [695, 945, 1021, 966]
article-persia: [579, 1458, 920, 1734]
section-heading: ΕΙΣ ΤΟ ΑΜΥΝΤΑΙΟΝ: [811, 1167, 904, 1179]
photo-caption: Ὑπὸ τῶν φίλων τοῦ θεάτρου τῆς ἐν Θεσσαλονίκῃ ἀρμενικῆς παροικίας ἐδόθη εἰς τὸ στρατιωτικὸν θέατρον παράστασις, μὲ τὸ ἔργον «Ἑαρινοὶ θρίαμβοι». Εἰς τὴν φωτογραφίαν οἱ ἐρασιτέχναι ἠθοποιοὶ καὶ μέλη τῆς ἀρμενικῆς παροικίας, ἡ ὁποία παρηκολούθησε τὴν παράστασιν.: [579, 2082, 1137, 2117]
row-mid-articles: [579, 1458, 1137, 1734]
article-body: ΑΘΗΝΑΙ, 21. — Ἔφθασαν χθὲς ἀεροπορικῶς εἰς τὰς Ἀθήνας οἱ 800 Ρῶσσοι τουρίσται, οἱ ὁποῖοι θὰ ἐπισκεφθοῦν τὰ ἀρχαιολογικὰ μνημεῖα τῆς πρωτευούσης.: [7, 2126, 369, 2147]
headline: Ο ΓΕΝΙΚΟΣ ΑΡΧΗΓΟΣ ΤΟΥ ΝΑΤΟ ΗΡΧΙΣΕ ΣΥΝΟΜΙΛΙΑΣ ΜΕ ΤΟΥΣ ΓΕΡΜΑΝΟΥΣ ΗΓΕΤΑΣ: [7, 28, 369, 108]
paragraph: Καθ᾽ ἀνακοίνωσιν τῆς ἐθνικῆς μετεωρολογικῆς ὑπηρεσίας, ἡ κακοκαιρία συνεχίζεται εἰς ὁλόκληρον τὴν χώραν. ΚΑΝΣΑΣ ΣΙΤΥ, 21. (Ρώυτερ). — Τρομακτικοὶ κυκλῶνες ἐσάρωσαν τὴν πολιτείαν τοῦ Κάνσας, προκαλέσαντες τὸν θάνατον πολλῶν κατοίκων καὶ τεραστίας ζημίας. Δεκάδες κατοίκων ἐτάφησαν ζῶντες ὑπὸ τὰ ἐρείπια πολυωρόφων κτιρίων.: [767, 1308, 948, 1415]
article-body: [383, 94, 564, 270]
article-malaysia: [383, 1308, 564, 1482]
photo-firewalker-elder: [579, 69, 869, 368]
article-body: [7, 1358, 369, 1504]
article-body: [7, 925, 369, 1277]
paragraph: ΛΟΝΔΙΝΟΝ, 21. (Μ.Π.Τ.). — Ὁ κλέπτης ἐδικάσθη σήμερον διότι διέπραξε νέαν κλοπήν, ἵνα πληρώσῃ τὴν ἀμοιβὴν τοῦ δικηγόρου του.: [383, 365, 564, 408]
subheadline: ΑΛΛ' Ο ΔΡ ΑΔΑΜΣ ΔΕΝ ΑΝΗΣΥΧΕΙ: [1177, 1776, 1532, 1801]
paragraph: ΚΟΠΕΓΧΑΓΗ, 21. (Ρώυτερ). — Θερμὴ καὶ ἐνθουσιώδης ὑπῆρξεν ἡ ὑποδοχὴ τῆς βασιλίσσης Ἐλισάβετ καὶ τοῦ πρίγκηπος Φιλίππου κατὰ τὴν ἄφιξίν των εἰς τὴν Κοπεγχάγην. Ἡ βασίλισσα θὰ μεταβῇ εἰς τὰς Ἡνωμένας Πολιτείας τὸ προσεχὲς ἔτος.: [1358, 173, 1557, 238]
paragraph: ΠΑΡΙΣΙΟΙ, 21. (Ἀσ. Πρές). — Ὁ πρώην βασιλεὺς τῆς Αἰγύπτου Φαρούκ ἐνήγαγεν ἐνώπιον τῶν γαλλικῶν δικαστηρίων τὴν Ἔλσαν Μάξγουελ, διότι τὸν δυσφημεῖ εἰς τὸ βιβλίον της.: [1151, 461, 1351, 515]
paragraph: ΒΑΣΙΓΚΤΩΝ, 21. (Ρώυτερ). — Ὁ πρόεδρος Ἀϊζενχάουερ ἀπηύθυνε ἔκκλησιν πρὸς τὸν ἀμερικανικὸν λαὸν νὰ ὑποστηρίξῃ τὸ πρόγραμμα ἐξωτερικῆς βοηθείας.: [1151, 804, 1351, 847]
headline: Ο ΡΩΣΣΟΣ ΣΤΡΑΤΑΡΧΗΣ ΒΟΡΟΣΙΛΩΦ ΕΙΣ ΑΝΟ·Ι· ΩΜΙΛΗΣΕΝ ΕΝΩΠΙΟΝ 100.000 ΙΝΔΟΚΙΝΕΖΩΝ: [1156, 1050, 1552, 1082]
article-misrair: [383, 6, 564, 281]
paragraph: ΑΘΗΝΑΙ, 21. — Τὴν 10.30' π.μ. σήμερον ἀρχίζει τὰς ἐργασίας του εἰς τὸ δημαρχεῖον Ἀθηνῶν τὸ πανελλήνιον συνέδριον τῶν δήμων καὶ κοινοτήτων τῆς χώρας, μὲ τὴν συμμετοχὴν ἑκατοντάδων ἀντιπροσώπων ἐξ ὅλων τῶν νομῶν.: [7, 1586, 184, 1662]
headline: ΜΙΑ ΣΥΣΚΕΨΙΣ ΤΗΣ ΚΥΒΕΡΝΗΣΕΩΣ ΜΕΤΑ ΤΟΥ ΑΜΕΡΙΚΑΝΟΥ ΠΡΕΣΒΕΩΣ ΔΙΑ ΤΗΝ ΑΠΟΔΕΣΜΕΥΣΙΝ ΔΡΑΧΜΩΝ: [22, 1292, 353, 1356]
paragraph: Καθ᾽ ὅλην τὴν νύκτα οἱ ἀναστενάρηδες ἐχόρευον ὑπὸ τοὺς ἤχους τῆς λύρας καὶ τοῦ νταουλιοῦ, κρατοῦντες τὰς εἰκόνας τῶν ἁγίων Κωνσταντίνου καὶ Ἑλένης, ἐνῶ πλῆθος προσκυνητῶν παρηκολούθει τὴν τελετήν. Τὴν πρωΐαν ἐγένετο ἡ θυσία: [956, 860, 1137, 925]
subheadline: Δεκάδες κατοίκων ἐτάφησαν ζῶντες: [635, 1087, 1080, 1112]
paragraph: ΧΟΓΚ ΚΟΓΚ, 21. (Ρώυτερ). — Ὁ σοβιετικὸς στρατάρχης Βοροσίλωφ ὡμίλησεν εἰς τὸ Ἀνόι ἐνώπιον 100.000 Ἰνδοκινέζων.: [1151, 1085, 1351, 1117]
paragraph: ΛΟΝΔΙΝΟΝ, 21. (Ρώυτερ). — Ἡ βρεταννικὴ κυβέρνησις ἀπεφάσισε νὰ παραχωρήσῃ ἀνεξαρτησίαν εἰς τὴν Μαλαισίαν ἐντὸς τοῦ Αὐγούστου.: [383, 1399, 564, 1442]
article-body: [383, 1711, 564, 1819]
headline: ΤΟ ΣΥΝΕΔΡΙΟΝ ΔΗΜΩΝ ΚΑΙ ΚΟΙΝΟΤΗΤΩΝ ΑΡΧΙΖΕΙ ΣΗΜΕΡΟΝ ΤΑΣ ΕΡΓΑΣΙΑΣ ΤΟΥ: [19, 1521, 357, 1583]
